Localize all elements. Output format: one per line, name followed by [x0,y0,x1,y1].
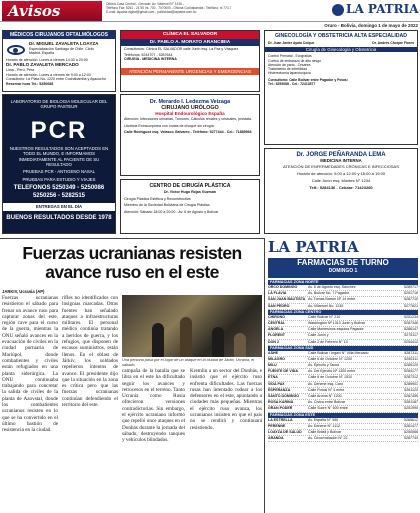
photo-figure [234,333,246,357]
pharmacy-name: DON 2 [268,339,279,344]
pharmacy-address: Av. Dehene esq. Caro [308,381,344,386]
ad-phones: 5250256 - 5282515 [32,193,86,200]
contact-line: Teléfono Fax: 5261 - 21 55 Int. 730 - 7070000 - Oficina Cochabamba - Teléfono: ni 770-7 [106,6,232,10]
ad-line: Dr. PABLO ZAVALETA MERCADO [6,62,79,68]
pharmacy-address: Av. Del Ejército Nº 1300 entre [308,369,356,374]
pharmacy-phone: 5289717 [404,285,418,289]
pharmacy-name: LOAYZA DE SALUD [268,429,302,434]
ad-doctor-name: Dr. Víctor Hugo Rojas Guzmán [163,190,217,194]
ad-doctor-name: Dr. Merardo I. Ledezma Veizaga [149,99,231,105]
pharmacy-name: CHIRONO [268,314,285,319]
pharmacy-name: VIDA PAX [268,381,285,386]
pharmacy-phone: 5254412 [404,339,418,344]
pcr-logo: PCR [30,116,88,144]
article-photo [122,295,262,357]
ad-line: Consultorio: La Plata No. 1220 entre Cochabamba y Ayacucho [6,77,106,82]
pharmacy-name: ORCO DOMINGO [268,285,298,289]
pharmacy-address: Av. Villarroel No. 1245 [308,303,344,308]
article-byline: JARKIV, Ucrania (AP) [2,289,45,294]
pharmacy-phone: 5250066 [404,429,418,434]
ad-line: Control Prenatal - Ecografías [268,54,312,59]
ad-specialty: CIRUJANO URÓLOGO [161,105,219,111]
ad-line: Madrid, España [29,51,55,56]
ad-pcr-laboratory [2,94,116,234]
pharmacy-phone: 5251990 [404,406,418,411]
ad-hospital: Hospital Endourológico España [155,111,225,116]
photo-caption: Una persona pasa por el lugar de un ataque en la ciudad de Járkiv, Ucrania, el sábado. [122,358,255,367]
photo-figure [152,323,164,357]
pharmacy-address: Calle Sucre N° 600 entre [308,406,348,411]
pharmacy-name: SANTO DOMINGO [268,394,300,398]
pharmacy-name: ANGELA [268,327,284,332]
pharmacy-name: MILU [268,363,277,368]
photo-figure [212,327,224,357]
pharmacy-phone: 5281187 [404,400,418,405]
ad-line: Atención: Sábado 18:00 a 20:00 - Av. 6 de Agosto y Bolívar [124,209,219,214]
pharmacy-address: Calle Potosi N° 4 entre [308,387,345,392]
pharmacy-phone: 5261477 [404,423,418,428]
pharmacy-address: Calle Montesinos esquina Pagador [308,327,364,332]
pharmacy-address: Calle Brasil y Bolívar [308,429,342,434]
ad-line: Tel.: 5255088 - Cel.: 72413577 [268,82,316,87]
pharmacy-zone-header: FARMACIAS ZONA CENTRO [268,310,418,315]
pharmacy-phone: 5275117 [404,333,418,338]
logo-icon [332,4,344,16]
divider [264,238,265,513]
article-headline: Fuerzas ucranianas resisten avance ruso en el este [22,243,242,282]
ad-medicina-interna [264,148,418,234]
ad-line: Lima - Perú, Pera [6,67,35,72]
pharmacy-name: FUENTE DE VIDA [268,369,298,374]
pharmacy-phone: 5277621 [404,303,418,308]
pharmacy-phone: 5289901 [404,381,418,386]
pharmacy-address: Av. Dehene N° 1112 [308,423,340,428]
eye-icon [7,45,25,55]
pharmacy-zone-header: FARMACIAS ZONA SUD [268,346,418,351]
ad-title: CENTRO DE CIRUGÍA PLÁSTICA [149,183,231,189]
ad-band: ATENCIÓN PERMANENTE URGENCIAS Y EMERGENCIAS [121,68,259,76]
pharmacy-address: Av. Cívica entre Bolivar [308,400,346,405]
ad-doctor-name: Dr. Andrés Choque Flores [372,41,414,45]
pharmacy-phone: 5287743 [404,436,418,441]
pharmacy-name: GRAN PODER [268,406,293,411]
divider [0,238,264,239]
ad-line: Atención: Infecciones urinarias, Tumores, Cálculos renales y vesicales, próstata. [124,117,253,121]
header-bar [0,0,420,22]
pharmacy-masthead: LA PATRIA [268,238,359,256]
ad-line: Reservar hora Tel.: 5250688 [6,81,54,86]
ad-line: Teléfonos: 5244707 - 5287644 [124,52,173,57]
pharmacy-name: ETNA [268,375,278,380]
ad-line: LABORATORIO DE BIOLOGIA MOLECULAR DEL GRUPO PASTEUR [10,99,108,110]
pharmacy-name: SAN PEDRO [268,303,290,308]
pharmacy-address: Washington Nº 1310 Junin y Bolivar [308,320,366,325]
ad-line: Control de embarazo de alto riesgo [268,58,321,63]
pharmacy-name: SAN JUAN BAUTISTA [268,297,306,302]
pharmacy-address: Calle Bolivar / Ingavi N° Villa Mercado [308,350,369,355]
ad-line: Consultorio: Calle Bolívar entre Pagador y Potosí [268,77,348,82]
ad-line: Cirugía Plástica Estética y Reconstructiva [124,196,191,201]
ad-clinica-salvador [120,30,260,92]
pharmacy-phone: 5284177 [404,369,418,374]
ad-urologo [120,94,260,176]
pharmacy-title [268,258,418,278]
ad-line: Calle Junín esq. Montes N° 1234 [311,178,371,183]
pharmacy-address: Av. 6 de Agosto esq. Sánchez [308,285,356,289]
article-column: Fuerzas ucranianas resistieron el sábado para frenar un avance ruso para capturar zonas del este, región cave para el curso de la guerra, mientras la ONU señaló avances en la evacuación de civiles en la ciudad portuaria de Mariúpol, donde combatientes y civiles están refugiados en una planta siderúrgica. La ONU continuaba trabajando para concretar la salida de civiles de la planta de Azovstal, donde los combatientes ucranianos resisten en lo que se ha convertido en el último bastión de resistencia en la ciudad. [2,295,58,434]
pharmacy-address: Calle 6 de Octubre N° 1200 [308,356,352,361]
article-column: campaña de la batalla que se libra en el este ha dificultado seguir los avances y retrocesos en el terreno. Tanto Ucrania como Rusia ofrecieron versiones contradictorias. Sin embargo, el ejército ucraniano informó que repelió once ataques en el Donbás durante la jornada del sábado, destruyendo tanques y vehículos blindados. [122,368,185,444]
ad-line: Telf.: 5284136 - Celular: 71423260 [309,185,373,190]
pharmacy-zone-header: FARMACIAS ZONA NORTE [268,280,418,285]
dateline: Oruro - Bolivia, domingo 1 de mayo de 2022 [324,23,418,28]
pharmacy-phone: 5287710 [404,297,418,302]
pharmacy-phone: 5285612 [404,417,418,422]
ad-doctor-name: Dr. Juan Javier Ayala Colque [268,41,315,45]
pharmacy-name: LA FLAVIA [268,291,287,296]
pharmacy-name: ASHE [268,350,278,355]
pharmacy-address: Calle 2 de Febrero N° 10 [308,339,348,344]
ad-title: CLÍNICA EL SALVADOR [121,31,259,39]
ad-line: Litotricia Extracorpórea con ondas de choque sin cirugía [124,123,214,128]
pharmacy-table [268,280,418,511]
contact-line: E-mail: lapatria.digital@gmail.com - publicidad@lapatria.com.bo [106,10,197,14]
ad-line: Histerectomía laparoscópica [268,71,311,76]
pharmacy-phone: 5286147 [404,327,418,332]
pharmacy-address: Calle Aroma N° 1200 [308,394,342,398]
ad-line: PRUEBAS PCR - ANTIGENO NASAL [22,169,96,175]
pharmacy-name: CENTRAL [268,320,286,325]
ad-line: Horario de atención: Lunes a viernes de 9:00 a 12:00 [6,72,91,77]
pharmacy-address: Calle Bolivar N° 210 [308,314,341,319]
pharmacy-address: Av. Ejército y Tacna [308,363,340,368]
ad-line: Dr. MIGUEL ZAVALETA LOAYZA [29,41,99,46]
ad-title: MÉDICOS CIRUJANOS OFTALMÓLOGOS [3,31,115,39]
ad-line: Tratamiento de infertilidad [268,67,308,72]
brand-name: LA PATRIA [346,2,419,16]
ad-line: Especialización Santiago de Chile, Clínic [29,46,95,51]
ad-cirugia-plastica [120,179,260,234]
ad-line: NUESTROS RESULTADOS SON ACEPTADOS EN TODO EL MUNDO, E INFORMAMOS INMEDIATAMENTE AL PACIENTE DE SU RESULTADO [9,145,109,168]
ad-oftalmologos [2,30,116,92]
contact-info [106,2,296,14]
ad-line: Calle Rodríguez esq. Velasco Galvarro - Teléfono: 5277444 - Cel.: 71885966 [124,130,252,134]
pharmacy-phone: 5261122 [404,387,418,392]
ad-line: Horario de atención: Lunes a viernes 14:30 a 20:00 [6,57,88,62]
pharmacy-phone: 5251234 [404,314,418,319]
pharmacy-name: MILAGRO [268,356,285,361]
pharmacy-name: ESPERANZA [268,387,291,392]
ad-line: CIRUGÍA - MEDICINA INTERNA [124,57,177,62]
pharmacy-heading: FARMACIAS DE TURNO [297,258,389,267]
pharmacy-day: DOMINGO 1 [328,268,358,274]
ad-specialty: MEDICINA INTERNA [320,158,362,163]
pharmacy-address: Calle Junin y [308,333,329,338]
pharmacy-name: ARANDA [268,436,284,441]
ad-ginecologia [264,30,418,145]
ad-line: Consultorios: Clínica EL SALVADOR calle Junín esq. La Paz y Vásquez [124,47,239,51]
pharmacy-name: LA ESTRELLA [268,417,293,422]
ad-band: Cirugía de Ginecología y Obstetricia [265,47,417,52]
pharmacy-address: Av. España N° 350 [308,417,339,422]
ad-line: Horario de atención: 9:00 a 12:00 y 15:00 a 19:00 [296,171,386,176]
ad-phones: TELEFONOS 5250349 - 5250086 [13,185,105,192]
pharmacy-phone: 5251716 [404,291,418,296]
ad-line: PRUEBAS PARA ESTUDIO Y VIAJES [22,176,96,182]
contact-line: Oficina Casa Central - Cercado: Av. Villarroel N° 1435 - [106,2,184,6]
ad-line: ENTREGAS EN EL DÍA [3,203,115,210]
pharmacy-zone-header: FARMACIAS ZONA ESTE [268,413,418,418]
pharmacy-name: FLORENT [268,333,285,338]
ad-line: ATENCIÓN DE ENFERMEDADES CRÓNICAS E INFECCIOSAS [283,164,399,169]
photo-figure [180,317,192,357]
masthead [332,2,419,16]
pharmacy-name: PERENNE [268,423,286,428]
pharmacy-address: Av. Circunvalación N° 22 [308,436,348,441]
pharmacy-address: Av. Bolivar No. 7 Pagador [308,291,350,296]
section-title: Avisos [2,1,102,21]
pharmacy-phone: 5287455 [404,394,418,398]
ad-doctor-name: Dr. JORGE PEÑARANDA LEMA [296,152,386,158]
ad-title: GINECOLOGÍA Y OBSTETRICIA ALTA ESPECIALIDAD [275,33,407,39]
ad-subtitle: Dr. PABLO A. MORATO ARANCIBIA [121,39,259,47]
ad-line: Atención de parto - Cesárea [268,62,311,67]
pharmacy-phone: 5250311 [404,356,418,361]
pharmacy-phone: 5287311 [404,350,418,355]
pharmacy-phone: 5289120 [404,363,418,368]
pharmacy-address: Calle 6 de Octubre N° 1510 [308,375,352,380]
pharmacy-name: ROSA KARINA [268,400,294,405]
article-column: rifles no identificados con insignias marcadas. Otras fuentes han señalado ataques a infraestructuras militares. El personal médico continúa tratando a heridos de guerra, y los refugios, que disponen de escasos suministros, están llenos. En el oblast de Járkiv, los soldados repelieron intentos de avance. El presidente dijo que la situación en la zona es crítica pero que las fuerzas ucranianas continúan defendiendo el territorio del este. [62,295,118,409]
pharmacy-phone: 5287312 [404,375,418,380]
ad-line: Miembro de la Sociedad Boliviana de Cirugía Plástica [124,203,210,207]
ad-footer: BUENOS RESULTADOS DESDE 1978 [6,214,112,221]
pharmacy-row [268,436,418,442]
pharmacy-address: Av. Tomas Barrón Nº 14 entre [308,297,356,302]
pharmacy-phone: 5287346 [404,320,418,325]
article-column: Kremlin a un sector del Donbás, e insistió que el ejército ruso enfrenta dificultades. Las fuerzas rusas han intentado rodear a los defensores en el este, apuntando a ciudades más pequeñas. Mientras el ejército ruso avanza, los ucranianos insisten en que el país no se rendirá y continuará resistiendo. [190,368,262,431]
